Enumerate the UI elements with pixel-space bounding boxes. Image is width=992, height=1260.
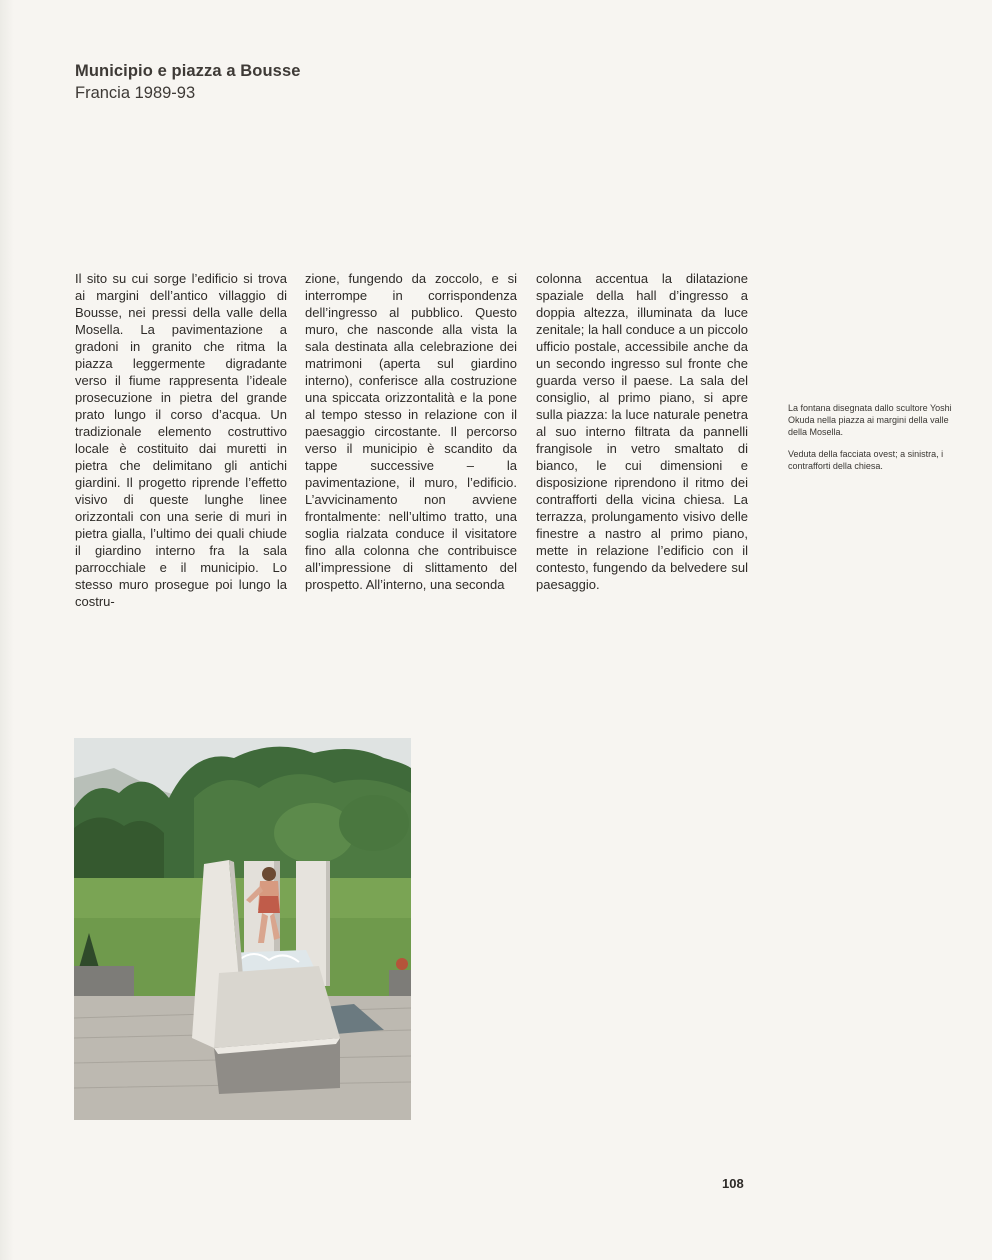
body-column-3: colonna accentua la dilatazione spaziale della hall d’ingresso a doppia altezza, illuminata da luce zenitale; la hall conduce a un piccolo ufficio postale, accessibile anche da un secondo ingresso sul fronte che guarda verso il paese. La sala del consiglio, al primo piano, si apre sulla piazza: la luce naturale penetra al suo interno filtrata da pannelli frangisole in vetro smaltato di bianco, le cui dimensioni e disposizione riprendono il ritmo dei contrafforti della vicina chiesa. La terrazza, prolungamento visivo delle finestre a nastro al primo piano, mette in relazione l’edificio con il contesto, fungendo da belvedere sul paesaggio. bbox=[536, 271, 748, 592]
article-subtitle: Francia 1989-93 bbox=[75, 84, 196, 102]
body-column-2: zione, fungendo da zoccolo, e si interrompe in corrispondenza dell’ingresso al pubblico. Questo muro, che nasconde alla vista la sala destinata alla celebrazione dei matrimoni (aperta sul giardino interno), conferisce alla costruzione una spiccata orizzontalità e la pone al tempo stesso in relazione con il paesaggio circostante. Il percorso verso il municipio è scandito da tappe successive – la pavimentazione, il muro, l’edificio. L’avvicinamento non avviene frontalmente: nell’ultimo tratto, una soglia rialzata conduce il visitatore fino alla colonna che contribuisce all’impressione di slittamento del prospetto. All’interno, una seconda bbox=[305, 271, 517, 592]
fountain-photo-illustration bbox=[74, 738, 411, 1120]
article-title: Municipio e piazza a Bousse bbox=[75, 62, 301, 80]
body-column-1: Il sito su cui sorge l’edificio si trova ai margini dell’antico villaggio di Bousse, nei pressi della valle della Mosella. La pavimentazione a gradoni in granito che ritma la piazza leggermente digradante verso il fiume rappresenta l’ideale prosecuzione in pietra del grande prato lungo il corso d’acqua. Un tradizionale elemento costruttivo locale è costituito dai muretti in pietra che delimitano gli antichi giardini. Il progetto riprende l’effetto visivo di queste lunghe linee orizzontali con una serie di muri in pietra gialla, l’ultimo dei quali chiude il giardino interno fra la sala parrocchiale e il municipio. Lo stesso muro prosegue poi lungo la costru- bbox=[75, 271, 287, 609]
caption-fountain: La fontana disegnata dallo scultore Yoshi Okuda nella piazza ai margini della valle della Mosella. bbox=[788, 403, 952, 438]
page-number: 108 bbox=[722, 1176, 744, 1191]
article-header bbox=[75, 62, 301, 103]
photo-captions bbox=[788, 402, 968, 472]
page-edge bbox=[0, 0, 14, 1260]
fountain-photo bbox=[74, 738, 411, 1120]
caption-facade: Veduta della facciata ovest; a sinistra, i contrafforti della chiesa. bbox=[788, 448, 944, 471]
